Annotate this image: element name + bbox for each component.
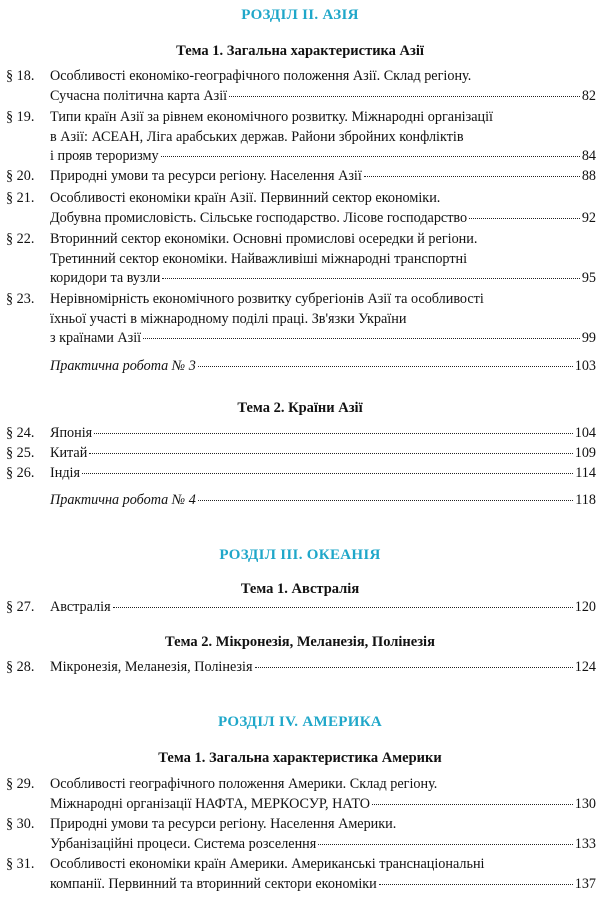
page-number: 114 — [575, 465, 596, 481]
page-number: 118 — [575, 492, 596, 508]
leader-dots — [143, 337, 580, 339]
page-number: 130 — [574, 795, 596, 812]
leader-dots — [229, 95, 580, 97]
toc-entry-24[interactable]: § 24. Японія 104 — [6, 424, 596, 444]
leader-dots — [94, 432, 573, 434]
topic-title-asia-countries: Тема 2. Країни Азії — [237, 400, 363, 416]
leader-dots — [255, 666, 573, 668]
section-title-oceania: РОЗДІЛ ІІІ. ОКЕАНІЯ — [219, 547, 381, 563]
page-number: 88 — [581, 168, 596, 184]
leader-dots — [364, 175, 580, 177]
toc-entry-28[interactable]: § 28. Мікронезія, Меланезія, Полінезія 124 — [6, 658, 596, 678]
toc-entry-26[interactable]: § 26. Індія 114 — [6, 464, 596, 484]
page-number: 84 — [581, 148, 596, 165]
toc-entry-31[interactable]: § 31. Особливості економіки країн Америки. Американські транснаціональні компанії. Первинний та вторинний сектори економіки 137 — [6, 855, 596, 894]
page-number: 103 — [574, 358, 596, 374]
page-number: 109 — [574, 445, 596, 461]
toc-practical-3[interactable]: Практична робота № 3 103 — [50, 357, 596, 377]
toc-entry-29[interactable]: § 29. Особливості географічного положення Америки. Склад регіону. Міжнародні організації НАФТА, МЕРКОСУР, НАТО 130 — [6, 775, 596, 814]
toc-entry-22[interactable]: § 22. Вторинний сектор економіки. Основні промислові осередки й регіони. Третинний сектор економіки. Найважливіші міжнародні транспортні коридори та вузли 95 — [6, 230, 596, 289]
page-number: 99 — [581, 330, 596, 347]
toc-entry-18[interactable]: § 18. Особливості економіко-географічного положення Азії. Склад регіону. Сучасна політична карта Азії 82 — [6, 67, 596, 106]
topic-title-oceania-islands: Тема 2. Мікронезія, Меланезія, Полінезія — [165, 634, 435, 650]
page-number: 104 — [574, 425, 596, 441]
leader-dots — [113, 606, 573, 608]
topic-title-asia-general: Тема 1. Загальна характеристика Азії — [176, 43, 424, 59]
leader-dots — [198, 499, 573, 501]
topic-title-australia: Тема 1. Австралія — [240, 581, 360, 597]
leader-dots — [318, 843, 572, 845]
toc-entry-23[interactable]: § 23. Нерівномірність економічного розвитку субрегіонів Азії та особливості їхньої участі в міжнародному поділі праці. Зв'язки України з країнами Азії 99 — [6, 290, 596, 349]
section-title-america: РОЗДІЛ IV. АМЕРИКА — [218, 714, 382, 730]
page-number: 92 — [581, 209, 596, 226]
leader-dots — [372, 803, 573, 805]
toc-entry-21[interactable]: § 21. Особливості економіки країн Азії. Первинний сектор економіки. Добувна промисловість. Сільське господарство. Лісове господарство 92 — [6, 189, 596, 228]
page-number: 133 — [574, 835, 596, 852]
section-title-asia: РОЗДІЛ ІІ. АЗІЯ — [241, 7, 359, 23]
leader-dots — [379, 883, 573, 885]
toc-practical-4[interactable]: Практична робота № 4 118 — [50, 491, 596, 511]
leader-dots — [82, 472, 573, 474]
page-number: 95 — [581, 270, 596, 287]
toc-entry-20[interactable]: § 20. Природні умови та ресурси регіону. Населення Азії 88 — [6, 167, 596, 187]
toc-entry-27[interactable]: § 27. Австралія 120 — [6, 598, 596, 618]
page-number: 120 — [574, 599, 596, 615]
leader-dots — [198, 365, 573, 367]
topic-title-america-general: Тема 1. Загальна характеристика Америки — [158, 750, 442, 766]
leader-dots — [162, 277, 580, 279]
toc-entry-25[interactable]: § 25. Китай 109 — [6, 444, 596, 464]
page-number: 124 — [574, 659, 596, 675]
leader-dots — [161, 155, 580, 157]
toc-entry-30[interactable]: § 30. Природні умови та ресурси регіону. Населення Америки. Урбанізаційні процеси. Система розселення 133 — [6, 815, 596, 854]
page-number: 82 — [581, 87, 596, 104]
toc-entry-19[interactable]: § 19. Типи країн Азії за рівнем економічного розвитку. Міжнародні організації в Азії: АСЕАН, Ліга арабських держав. Райони збройних конфліктів і прояв тероризму 84 — [6, 108, 596, 167]
leader-dots — [469, 217, 580, 219]
page-number: 137 — [574, 875, 596, 892]
leader-dots — [89, 452, 572, 454]
